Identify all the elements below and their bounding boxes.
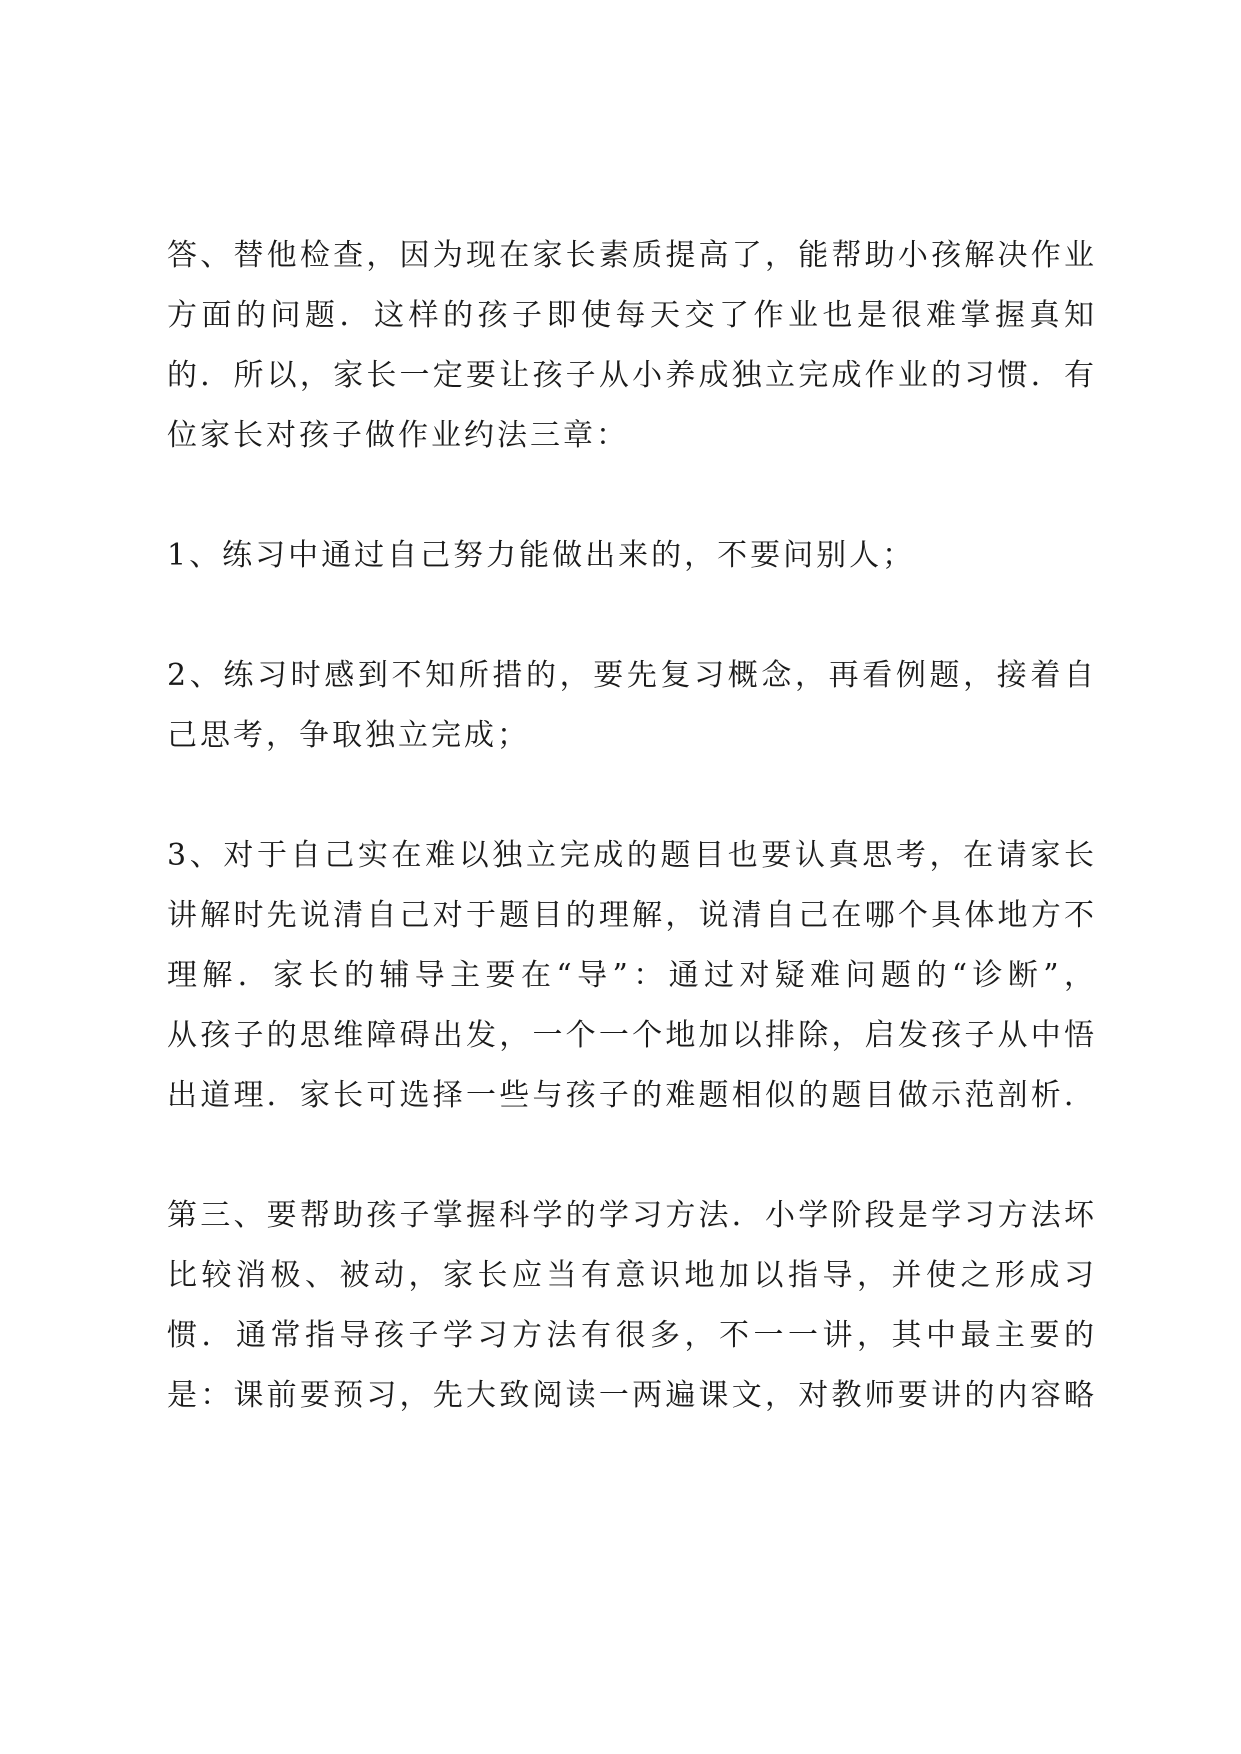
paragraph-learning-methods — [167, 1186, 1097, 1426]
paragraph-line: 己思考，争取独立完成； — [167, 718, 530, 753]
paragraph-line: 1、练习中通过自己努力能做出来的，不要问别人； — [167, 538, 916, 573]
paragraph-spacer — [167, 1126, 1097, 1186]
list-item-rule-2 — [167, 646, 1097, 766]
paragraph-line: 第三、要帮助孩子掌握科学的学习方法．小学阶段是学习方法坏 — [167, 1198, 1097, 1233]
paragraph-line: 是：课前要预习，先大致阅读一两遍课文，对教师要讲的内容略 — [167, 1378, 1097, 1413]
paragraph-line: 的．所以，家长一定要让孩子从小养成独立完成作业的习惯．有 — [167, 358, 1097, 393]
paragraph-line: 出道理．家长可选择一些与孩子的难题相似的题目做示范剖析． — [167, 1078, 1097, 1113]
paragraph-homework-habits — [167, 226, 1097, 466]
paragraph-spacer — [167, 586, 1097, 646]
paragraph-line: 答、替他检查，因为现在家长素质提高了，能帮助小孩解决作业 — [167, 238, 1097, 273]
paragraph-line: 3、对于自己实在难以独立完成的题目也要认真思考，在请家长 — [167, 838, 1097, 873]
paragraph-line: 惯．通常指导孩子学习方法有很多，不一一讲，其中最主要的 — [167, 1318, 1097, 1353]
paragraph-spacer — [167, 766, 1097, 826]
paragraph-line: 理解．家长的辅导主要在“导”：通过对疑难问题的“诊断”， — [167, 958, 1097, 993]
paragraph-line: 方面的问题．这样的孩子即使每天交了作业也是很难掌握真知 — [167, 298, 1097, 333]
list-item-rule-3 — [167, 826, 1097, 1126]
paragraph-line: 讲解时先说清自己对于题目的理解，说清自己在哪个具体地方不 — [167, 898, 1097, 933]
paragraph-line: 比较消极、被动，家长应当有意识地加以指导，并使之形成习 — [167, 1258, 1097, 1293]
list-item-rule-1 — [167, 526, 1097, 586]
document-body — [167, 226, 1097, 1426]
paragraph-line: 从孩子的思维障碍出发，一个一个地加以排除，启发孩子从中悟 — [167, 1018, 1097, 1053]
paragraph-spacer — [167, 466, 1097, 526]
paragraph-line: 2、练习时感到不知所措的，要先复习概念，再看例题，接着自 — [167, 658, 1097, 693]
paragraph-line: 位家长对孩子做作业约法三章： — [167, 418, 629, 453]
